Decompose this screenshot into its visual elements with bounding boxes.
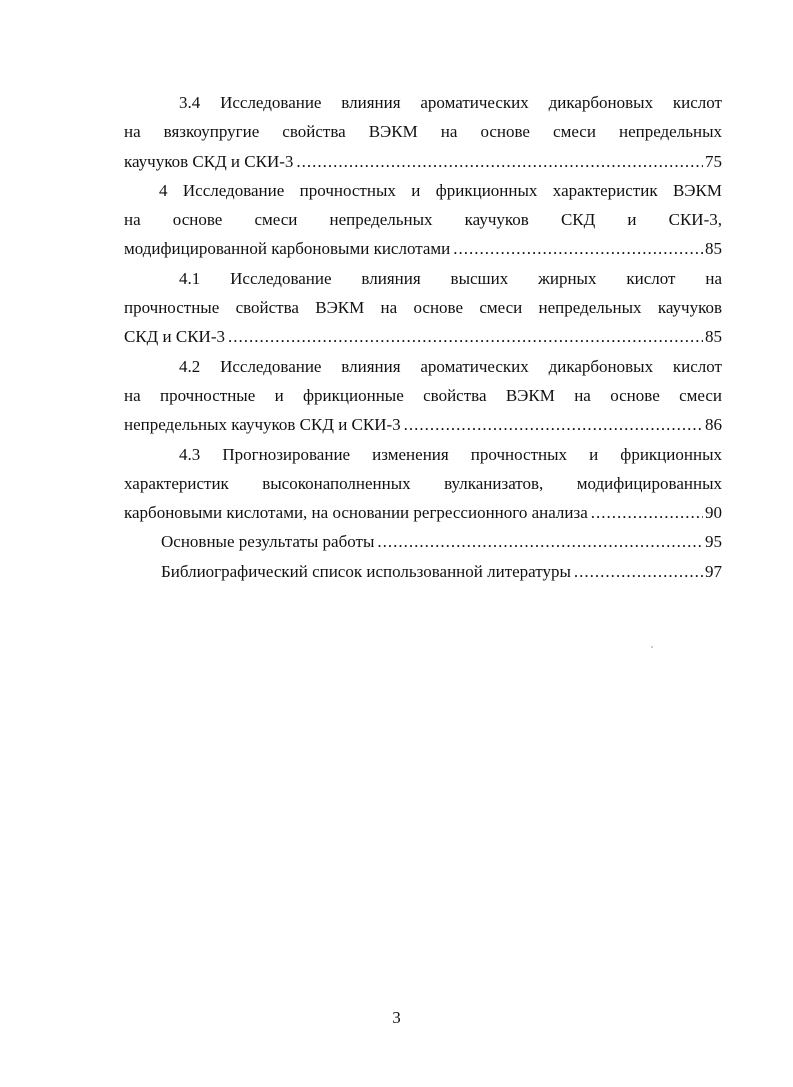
toc-entry-last-line <box>124 557 722 586</box>
toc-page-number: 85 <box>705 239 722 259</box>
toc-entry-bibliography[interactable] <box>124 557 722 586</box>
toc-entry-last-line <box>124 410 722 439</box>
toc-entry-line: 4.3 Прогнозирование изменения прочностных и фрикционных <box>179 444 722 464</box>
toc-entry-line: на прочностные и фрикционные свойства ВЭКМ на основе смеси <box>124 385 722 405</box>
table-of-contents <box>124 88 722 586</box>
toc-page-number: 75 <box>705 151 722 171</box>
toc-entry-line: прочностные свойства ВЭКМ на основе смеси непредельных каучуков <box>124 298 722 318</box>
toc-page-number: 90 <box>705 503 722 523</box>
dot-leader <box>574 557 703 586</box>
toc-entry-line: 4.1 Исследование влияния высших жирных кислот на <box>179 268 722 288</box>
toc-entry-line: 4 Исследование прочностных и фрикционных характеристик ВЭКМ <box>159 180 722 200</box>
toc-page-number: 97 <box>705 561 722 581</box>
toc-entry-line: каучуков СКД и СКИ-3 <box>124 151 294 171</box>
toc-entry-line: 4.2 Исследование влияния ароматических дикарбоновых кислот <box>179 356 722 376</box>
toc-entry-3-4[interactable] <box>124 88 722 176</box>
dot-leader <box>296 147 703 176</box>
toc-entry-4[interactable] <box>124 176 722 264</box>
toc-entry-last-line <box>124 498 722 527</box>
toc-entry-4-3[interactable] <box>124 440 722 528</box>
toc-entry-last-line <box>124 527 722 556</box>
dot-leader <box>228 322 703 351</box>
toc-page-number: 85 <box>705 327 722 347</box>
toc-entry-line: характеристик высоконаполненных вулканизатов, модифицированных <box>124 473 722 493</box>
toc-page-number: 86 <box>705 415 722 435</box>
scan-speck <box>651 646 653 648</box>
toc-entry-last-line <box>124 322 722 351</box>
toc-page-number: 95 <box>705 532 722 552</box>
toc-entry-4-2[interactable] <box>124 352 722 440</box>
toc-entry-line: Библиографический список использованной литературы <box>161 561 571 581</box>
toc-entry-line: Основные результаты работы <box>161 532 375 552</box>
toc-entry-line: карбоновыми кислотами, на основании регрессионного анализа <box>124 503 588 523</box>
toc-entry-line: СКД и СКИ-3 <box>124 327 225 347</box>
dot-leader <box>591 498 703 527</box>
toc-entry-last-line <box>124 147 722 176</box>
toc-entry-line: на вязкоупругие свойства ВЭКМ на основе смеси непредельных <box>124 122 722 142</box>
page-number: 3 <box>392 1008 401 1027</box>
toc-entry-line: непредельных каучуков СКД и СКИ-3 <box>124 415 401 435</box>
toc-entry-last-line <box>124 234 722 263</box>
dot-leader <box>377 527 703 556</box>
toc-entry-line: 3.4 Исследование влияния ароматических дикарбоновых кислот <box>179 93 722 112</box>
toc-entry-line: модифицированной карбоновыми кислотами <box>124 239 451 259</box>
toc-entry-results[interactable] <box>124 527 722 556</box>
toc-entry-4-1[interactable] <box>124 264 722 352</box>
dot-leader <box>404 410 703 439</box>
toc-entry-line: на основе смеси непредельных каучуков СКД и СКИ-3, <box>124 210 722 230</box>
dot-leader <box>453 234 703 263</box>
